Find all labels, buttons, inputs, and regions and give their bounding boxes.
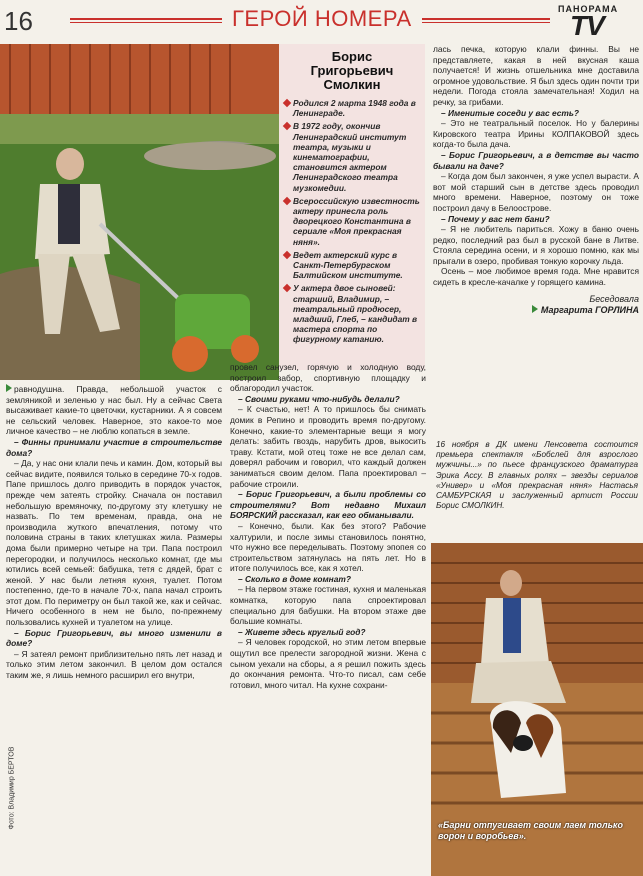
profile-fact: Всероссийскую известность актеру принесла роль дворецкого Константина в сериале «Моя прекрасная няня». [293, 195, 420, 247]
signature-name: Маргарита ГОРЛИНА [540, 304, 639, 315]
paragraph: лась печка, которую клали финны. Вы не представляете, какая в ней вкусная каша получается! И жизнь отшельника мне доставила огромное удовольствие. Я был здесь один почти три недели. Погода стояла замечательная! Ходил на речку, за грибами. [433, 44, 639, 107]
paragraph: – Я не любитель париться. Хожу в баню очень редко, последний раз был в русской бане в Литве. Стояла середина осени, и я хорошо помню, как мы прыгали в озеро, пробивая тонкую корочку льда. [433, 224, 639, 266]
profile-fact: В 1972 году, окончив Ленинградский институт театра, музыки и кинематографии, становится актером Ленинградского театра музкомедии. [293, 121, 420, 192]
article-column-1 [6, 384, 222, 681]
paragraph: – Я человек городской, но этим летом впервые ощутил все прелести загородной жизни. Жена с сыном уехали на сборы, а я решил пожить здесь до окончания ремонта. Что-то писал, сам себе готовил, много читал. На кухне сохрани- [230, 637, 426, 690]
premiere-promo: 16 ноября в ДК имени Ленсовета состоится премьера спектакля «Бобслей для взрослого мужчины...» по пьесе французского драматурга Эрика Ассу. В главных ролях – звезды сериалов «Универ» и «Моя прекрасная няня» Настасья САМБУРСКАЯ и заслуженный артист России Борис СМОЛКИН. [436, 440, 638, 511]
question: – Сколько в доме комнат? [238, 573, 351, 584]
photo-caption: «Барни отпугивает своим лаем только ворон и воробьев». [438, 820, 623, 841]
article-column-2 [230, 362, 426, 690]
profile-fact: Ведет актерский курс в Санкт-Петербургском Балтийском институте. [293, 250, 420, 281]
question: – Именитые соседи у вас есть? [441, 107, 579, 118]
photo-credit: Фото: Владимир БЕРТОВ [8, 746, 16, 830]
logo-main-text: TV [570, 10, 604, 41]
paragraph: провел санузел, горячую и холодную воду, построил забор, спортивную площадку и облагородил участок. [230, 362, 426, 394]
paragraph: – Это не театральный поселок. Но у балерины Кировского театра Ирины КОЛПАКОВОЙ здесь когда-то была дача. [433, 118, 639, 150]
profile-fact: У актера двое сыновей: старший, Владимир, – театральный продюсер, младший, Глеб, – кандидат в мастера спорта по фигурному катанию. [293, 283, 420, 344]
question: – Почему у вас нет бани? [441, 213, 550, 224]
arrow-icon [532, 305, 538, 313]
page-header [0, 0, 643, 44]
section-title: ГЕРОЙ НОМЕРА [222, 6, 422, 32]
question: – Своими руками что-нибудь делали? [238, 393, 400, 404]
arrow-icon [6, 384, 12, 392]
paragraph: – На первом этаже гостиная, кухня и маленькая комнатка, которую папа спроектировал специально для бабушки. На втором этаже две большие комнаты. [230, 584, 426, 627]
profile-box [279, 44, 425, 370]
signature-line: Беседовала [589, 293, 639, 304]
article-column-3 [433, 44, 639, 316]
question: – Живете здесь круглый год? [238, 626, 366, 637]
signature [433, 294, 639, 316]
paragraph [6, 384, 222, 437]
paragraph: – Я затеял ремонт приблизительно пять лет назад и только этим летом закончил. В целом дом остался таким же, я лишь немного расширил его внутри, [6, 648, 222, 681]
question: – Борис Григорьевич, а в детстве вы часто бывали на даче? [433, 149, 639, 171]
profile-name-line: Григорьевич [310, 63, 394, 78]
photo-lawn-mowing [0, 44, 279, 380]
profile-name-line: Борис [331, 49, 373, 64]
magazine-logo [556, 4, 640, 40]
profile-name [279, 44, 425, 96]
profile-fact: Родился 2 марта 1948 года в Ленинграде. [293, 98, 420, 118]
profile-name-line: Смолкин [323, 77, 381, 92]
paragraph: – Когда дом был закончен, я уже успел вырасти. А вот мой старший сын в детстве здесь проводил много времени. Наверное, поэтому он тоже построил дачу в Белоострове. [433, 171, 639, 213]
page-number: 16 [4, 6, 33, 36]
logo-top-text: ПАНОРАМА [558, 4, 619, 14]
paragraph: – Да, у нас они клали печь и камин. Дом, который вы сейчас видите, появился только в середине 70-х годов. Папе пришлось долго приводить в порядок участок, прежде чем затеять стройку. Сначала он поставил небольшую времяночку, по-другому эту клетушку не назвать. По тем временам, правда, она не производила жуткого впечатления, потому что половина страны в таких клетушках жила. Размеры дома были примерно четыре на три. Папа построил перегородки, и получилось несколько комнат, где мы ютились всей семьей: бабушка, тетя с дядей, брат с женой. У нас были летняя кухня, туалет. Потом постепенно, где-то в начале 70-х, папа начал строить этот дом. По периметру он был такой же, как и сейчас. Ничего особенного в нем не было, по-прежнему пользовались кухней и туалетом на улице. [6, 458, 223, 628]
paragraph: – К счастью, нет! А то пришлось бы снимать домик в Репино и проводить время по-другому. Конечно, какие-то элементарные вещи я могу делать: забить гвоздь, нарубить дров, выкосить траву. Кстати, мой отец тоже не все делал сам, доверял рабочим и говорил, что каждый должен заниматься своим делом. Папа проектировал – рабочие строили. [230, 404, 426, 489]
question: – Финны принимали участие в строительстве дома? [6, 436, 222, 458]
profile-facts [279, 96, 425, 345]
question: – Борис Григорьевич, а были проблемы со строителями? Вот недавно Михаил БОЯРСКИЙ рассказал, как его обманывали. [230, 489, 426, 521]
paragraph: Осень – мое любимое время года. Мне нравится сидеть в кресле-качалке у горящего камина. [433, 266, 639, 288]
question: – Борис Григорьевич, вы много изменили в доме? [6, 627, 222, 649]
paragraph-text: равнодушна. Правда, небольшой участок с земляникой и зеленью у нас был. Ну а сейчас Света высаживает какие-то цветочки, кустарники. А я совсем не сельский человек. Наверное, это какое-то мое личное качество – не люблю копаться в земле. [6, 384, 222, 437]
paragraph: – Конечно, были. Как без этого? Рабочие халтурили, и после зимы становилось понятно, что нужно все переделывать. Поэтому эпопея со строительством затянулась на пять лет. Но в итоге получилось все, как я хотел. [230, 520, 426, 574]
